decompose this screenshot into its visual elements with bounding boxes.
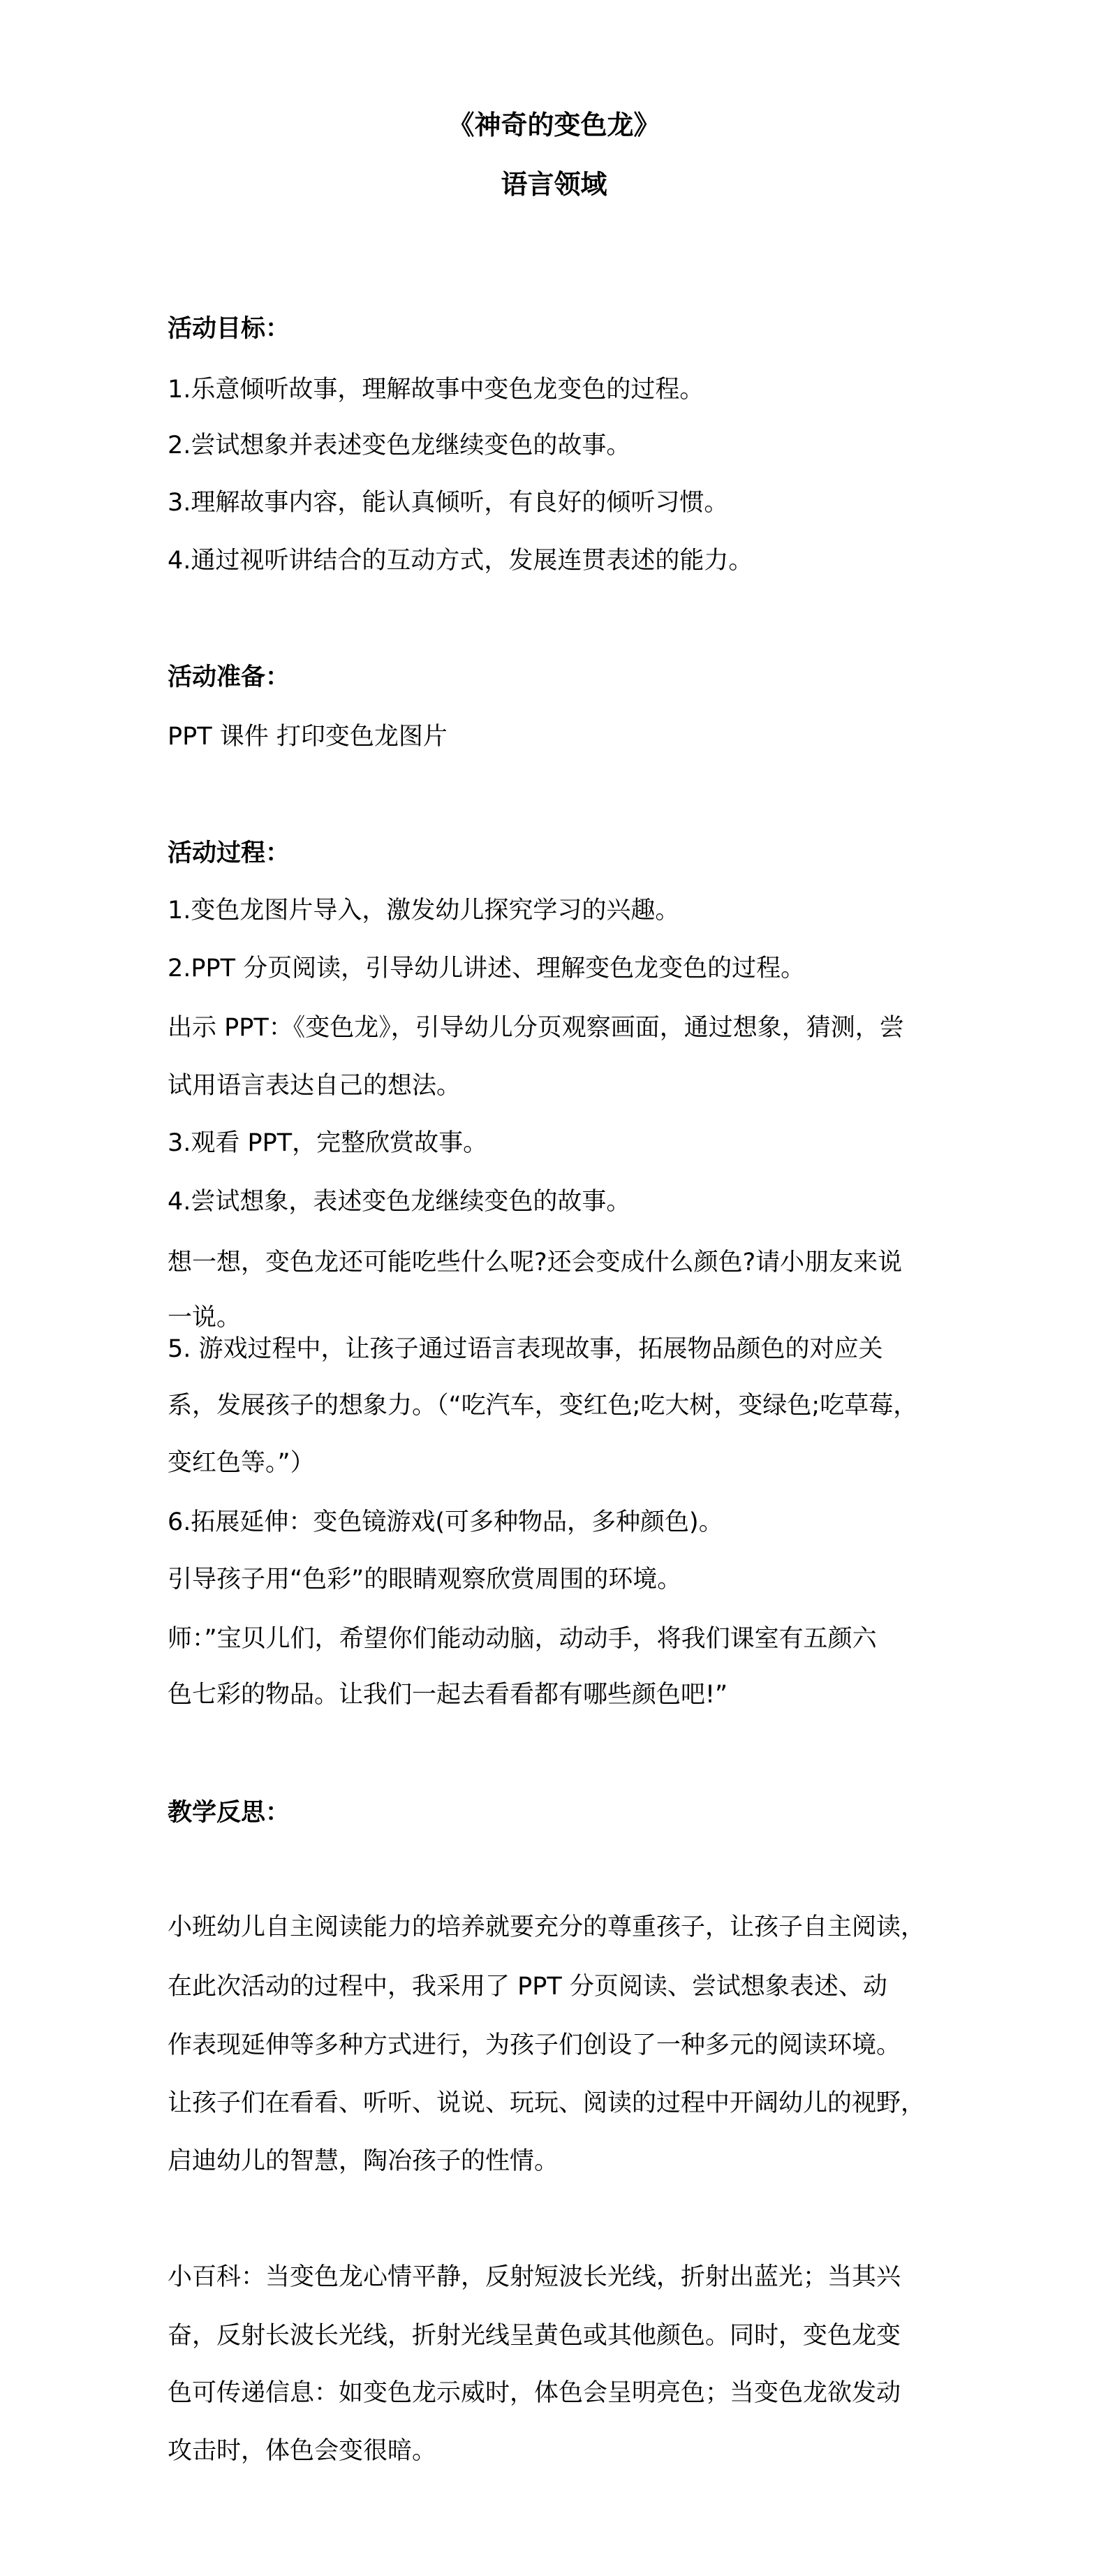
process-line: 6.拓展延伸：变色镜游戏(可多种物品，多种颜色)。	[168, 1508, 723, 1536]
process-line: 3.观看 PPT，完整欣赏故事。	[168, 1129, 488, 1157]
encyclopedia-line: 攻击时，体色会变很暗。	[168, 2437, 437, 2465]
goal-item: 2.尝试想象并表述变色龙继续变色的故事。	[168, 432, 631, 459]
section-heading-goals: 活动目标：	[168, 315, 290, 343]
process-line: 想一想，变色龙还可能吃些什么呢?还会变成什么颜色?请小朋友来说	[168, 1249, 903, 1276]
goal-item: 4.通过视听讲结合的互动方式，发展连贯表述的能力。	[168, 547, 753, 575]
reflection-line: 让孩子们在看看、听听、说说、玩玩、阅读的过程中开阔幼儿的视野，	[168, 2089, 926, 2117]
process-line: 试用语言表达自己的想法。	[168, 1072, 461, 1100]
goal-item: 1.乐意倾听故事，理解故事中变色龙变色的过程。	[168, 376, 704, 404]
reflection-line: 启迪幼儿的智慧，陶冶孩子的性情。	[168, 2147, 559, 2175]
process-line: 出示 PPT：《变色龙》，引导幼儿分页观察画面，通过想象，猜测，尝	[168, 1014, 904, 1042]
process-line: 一说。	[168, 1304, 242, 1332]
encyclopedia-line: 小百科：当变色龙心情平静，反射短波长光线，折射出蓝光；当其兴	[168, 2263, 901, 2291]
reflection-line: 在此次活动的过程中，我采用了 PPT 分页阅读、尝试想象表述、动	[168, 1973, 887, 2001]
section-heading-reflection: 教学反思：	[168, 1799, 290, 1827]
process-line: 5. 游戏过程中，让孩子通过语言表现故事，拓展物品颜色的对应关	[168, 1335, 883, 1363]
process-line: 2.PPT 分页阅读，引导幼儿讲述、理解变色龙变色的过程。	[168, 955, 806, 982]
process-line: 1.变色龙图片导入，激发幼儿探究学习的兴趣。	[168, 897, 680, 925]
section-heading-preparation: 活动准备：	[168, 663, 290, 691]
encyclopedia-line: 奋，反射长波长光线，折射光线呈黄色或其他颜色。同时，变色龙变	[168, 2322, 901, 2350]
process-line: 变红色等。”）	[168, 1449, 315, 1477]
preparation-item: PPT 课件 打印变色龙图片	[168, 723, 448, 751]
process-line: 师：”宝贝儿们，希望你们能动动脑，动动手，将我们课室有五颜六	[168, 1625, 877, 1653]
section-heading-process: 活动过程：	[168, 839, 290, 867]
process-line: 引导孩子用“色彩”的眼睛观察欣赏周围的环境。	[168, 1566, 682, 1594]
encyclopedia-line: 色可传递信息：如变色龙示威时，体色会呈明亮色；当变色龙欲发动	[168, 2379, 901, 2407]
reflection-line: 小班幼儿自主阅读能力的培养就要充分的尊重孩子，让孩子自主阅读，	[168, 1913, 926, 1941]
goal-item: 3.理解故事内容，能认真倾听，有良好的倾听习惯。	[168, 489, 729, 517]
process-line: 系，发展孩子的想象力。（“吃汽车，变红色;吃大树，变绿色;吃草莓，	[168, 1392, 918, 1420]
document-title: 《神奇的变色龙》	[448, 110, 660, 140]
reflection-line: 作表现延伸等多种方式进行，为孩子们创设了一种多元的阅读环境。	[168, 2031, 901, 2059]
process-line: 色七彩的物品。让我们一起去看看都有哪些颜色吧!”	[168, 1681, 728, 1709]
document-subtitle: 语言领域	[501, 169, 607, 200]
process-line: 4.尝试想象，表述变色龙继续变色的故事。	[168, 1188, 631, 1216]
